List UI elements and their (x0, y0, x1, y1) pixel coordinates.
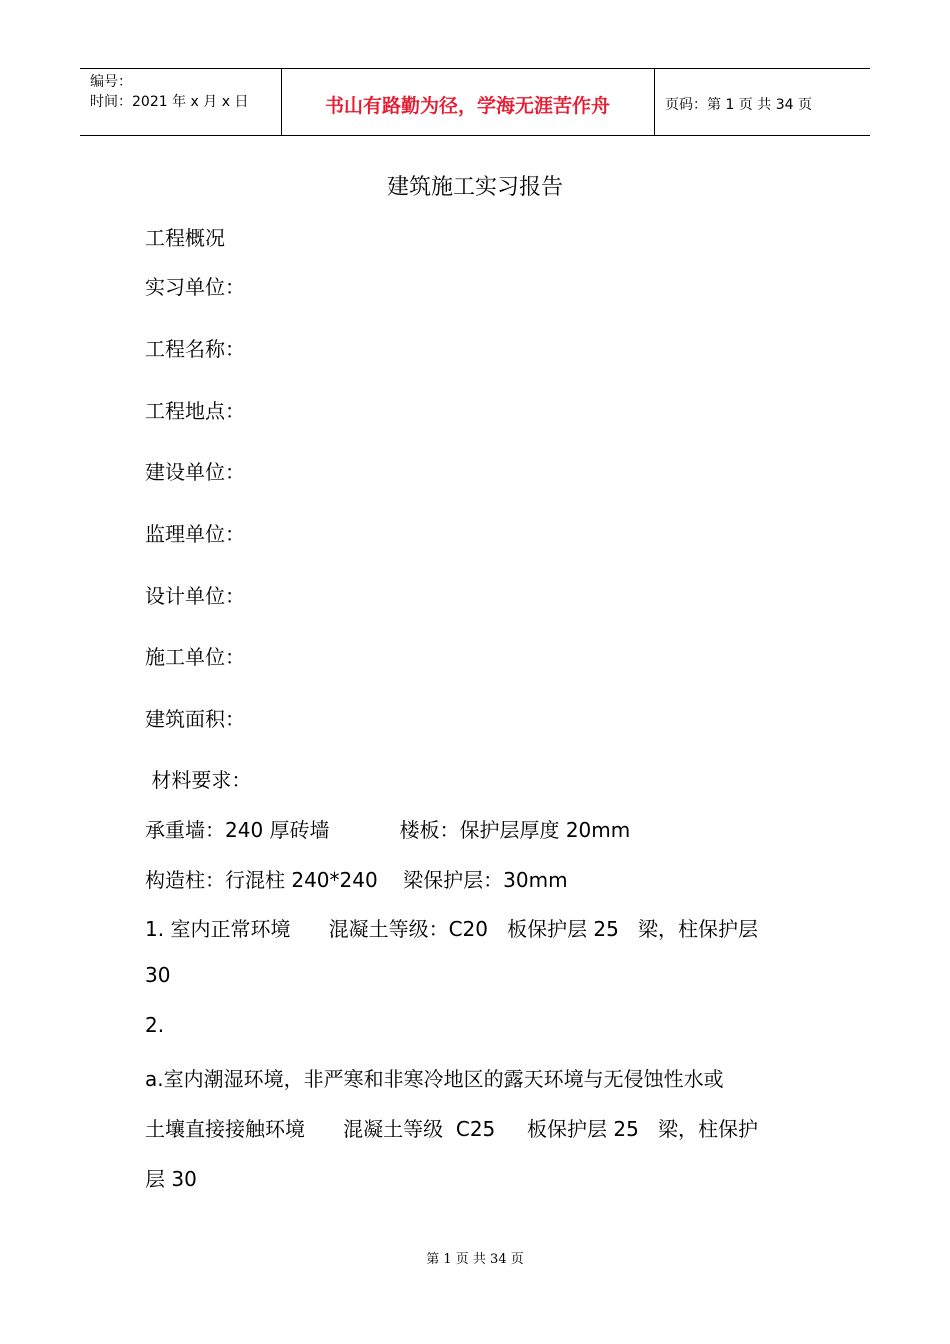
body-line: 2. (145, 1013, 165, 1037)
body-line: 构造柱：行混柱 240*240 梁保护层：30mm (145, 868, 568, 892)
body-line: 承重墙：240 厚砖墙 楼板：保护层厚度 20mm (145, 818, 631, 842)
body-line: 监理单位： (145, 522, 245, 546)
page-footer: 第 1 页 共 34 页 (426, 1252, 524, 1267)
header-table (80, 68, 870, 136)
body-line: 层 30 (145, 1167, 197, 1191)
body-line: 土壤直接接触环境 混凝土等级 C25 板保护层 25 梁，柱保护 (145, 1117, 758, 1141)
body-line: a.室内潮湿环境，非严寒和非寒冷地区的露天环境与无侵蚀性水或 (145, 1067, 724, 1091)
document-title: 建筑施工实习报告 (386, 175, 563, 200)
body-line: 建筑面积： (145, 707, 245, 731)
body-line: 工程概况 (145, 226, 225, 250)
header-motto: 书山有路勤为径，学海无涯苦作舟 (324, 95, 610, 117)
body-line: 施工单位： (145, 645, 245, 669)
document-time-label: 时间：2021 年 x 月 x 日 (90, 94, 249, 110)
header-page-label: 页码：第 1 页 共 34 页 (665, 97, 812, 113)
document-number-label: 编号： (90, 74, 132, 90)
body-line: 工程地点： (145, 399, 245, 423)
body-line: 建设单位： (145, 460, 245, 484)
header-middle-cell (281, 69, 655, 135)
body-line: 材料要求： (145, 768, 252, 792)
header-left-cell (80, 69, 282, 135)
body-line: 30 (145, 963, 171, 987)
header-right-cell (655, 69, 870, 135)
body-line: 设计单位： (145, 584, 245, 608)
body-line: 实习单位： (145, 275, 245, 299)
body-line: 1. 室内正常环境 混凝土等级：C20 板保护层 25 梁，柱保护层 (145, 917, 758, 941)
body-line: 工程名称： (145, 337, 245, 361)
